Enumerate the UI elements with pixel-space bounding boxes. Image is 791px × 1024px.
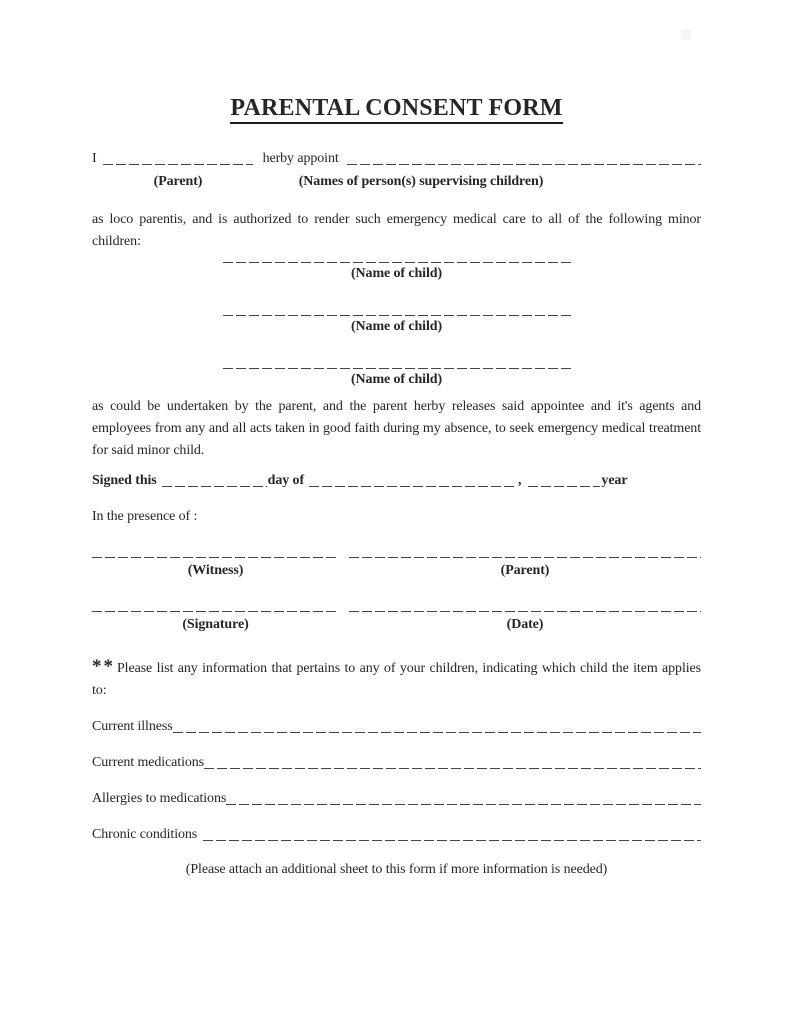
child-name-field-3[interactable] <box>223 365 571 366</box>
chronic-conditions-row <box>92 824 701 846</box>
parent-column <box>349 554 701 582</box>
scan-smudge <box>681 30 691 40</box>
page-title <box>92 94 701 122</box>
child-name-label: (Name of child) <box>350 372 443 387</box>
parent-signature-label: (Parent) <box>500 563 550 578</box>
witness-label: (Witness) <box>187 563 244 578</box>
signature-label: (Signature) <box>182 617 249 632</box>
child-name-block <box>223 312 571 338</box>
chronic-conditions-field[interactable] <box>203 837 701 838</box>
current-medications-field[interactable] <box>204 765 701 766</box>
parent-name-field[interactable] <box>103 161 253 162</box>
current-illness-field[interactable] <box>173 729 701 730</box>
current-medications-label: Current medications <box>92 755 205 770</box>
signed-comma: , <box>518 473 522 488</box>
year-text: year <box>601 473 628 488</box>
appointment-middle-text: herby appoint <box>262 151 339 166</box>
current-illness-label: Current illness <box>92 719 173 734</box>
appointment-prefix: I <box>92 151 97 166</box>
child-name-label: (Name of child) <box>350 319 443 334</box>
child-name-label: (Name of child) <box>350 266 443 281</box>
signed-this-text: Signed this <box>92 473 157 488</box>
day-of-text: day of <box>267 473 305 488</box>
current-medications-row <box>92 752 701 774</box>
appointment-labels-row <box>92 171 701 193</box>
date-label: (Date) <box>506 617 544 632</box>
signed-day-field[interactable] <box>162 483 267 484</box>
child-name-block <box>223 365 571 391</box>
witness-column <box>92 554 339 582</box>
appointment-line <box>92 148 701 170</box>
signature-column <box>92 608 339 636</box>
date-column <box>349 608 701 636</box>
signature-date-row <box>92 608 701 636</box>
presence-line: In the presence of : <box>92 509 198 524</box>
current-illness-row <box>92 716 701 738</box>
allergies-label: Allergies to medications <box>92 791 227 806</box>
children-info-note-text: Please list any information that pertains to any of your children, indicating which child the item applies to: <box>92 661 701 698</box>
children-info-note <box>92 656 701 702</box>
child-name-field-1[interactable] <box>223 259 571 260</box>
parent-label: (Parent) <box>153 174 203 189</box>
signature-field[interactable] <box>92 608 339 609</box>
signed-date-line <box>92 470 701 492</box>
child-name-field-2[interactable] <box>223 312 571 313</box>
witness-field[interactable] <box>92 554 339 555</box>
double-asterisk-marker: ** <box>92 656 115 677</box>
signed-month-field[interactable] <box>309 483 517 484</box>
allergies-row <box>92 788 701 810</box>
parent-field[interactable] <box>349 554 701 555</box>
signed-year-field[interactable] <box>528 483 600 484</box>
attachment-note: (Please attach an additional sheet to this form if more information is needed) <box>185 862 608 877</box>
authorization-paragraph: as loco parentis, and is authorized to render such emergency medical care to all of the following minor children: <box>92 212 701 249</box>
child-name-block <box>223 259 571 285</box>
chronic-conditions-label: Chronic conditions <box>92 827 198 842</box>
date-field[interactable] <box>349 608 701 609</box>
allergies-field[interactable] <box>226 801 701 802</box>
form-title: PARENTAL CONSENT FORM <box>230 95 562 124</box>
witness-parent-row <box>92 554 701 582</box>
supervisor-names-field[interactable] <box>347 161 701 162</box>
supervisor-names-label: (Names of person(s) supervising children) <box>298 174 544 189</box>
release-paragraph: as could be undertaken by the parent, and the parent herby releases said appointee and it's agents and employees from any and all acts taken in good faith during my absence, to seek emergency medical treatment for said minor child. <box>92 399 701 458</box>
